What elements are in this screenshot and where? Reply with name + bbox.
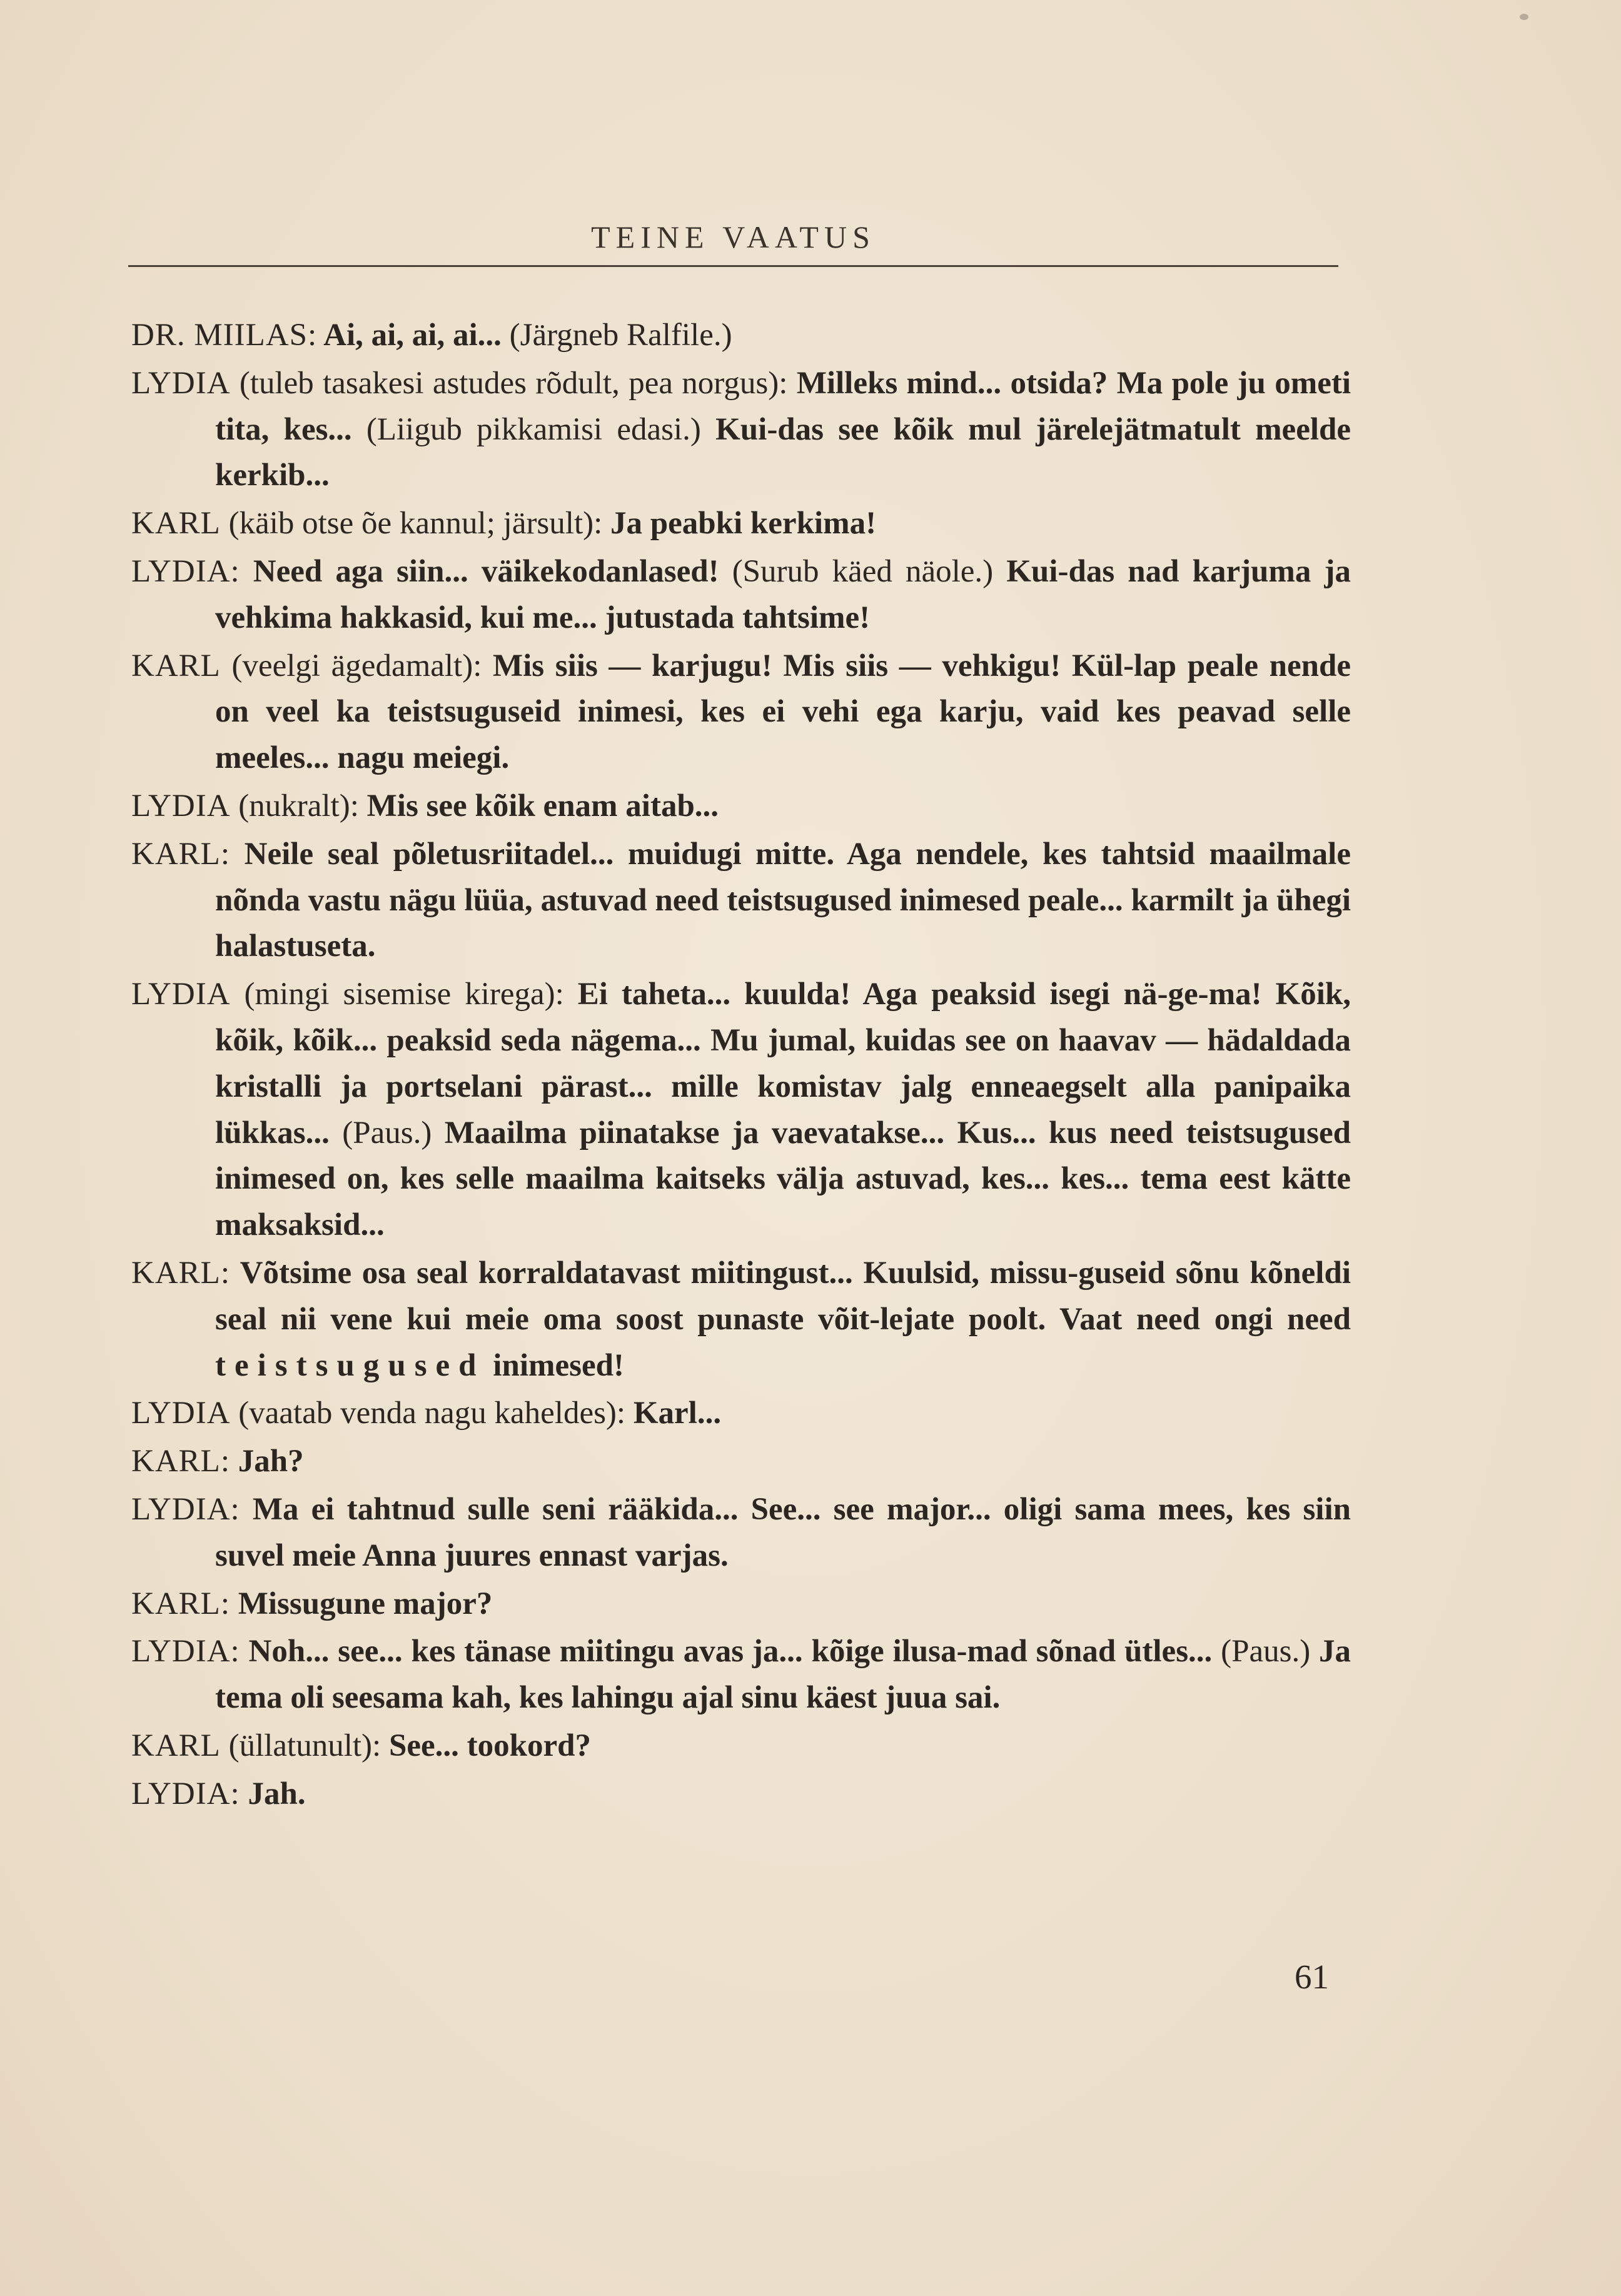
speech — [131, 1439, 1351, 1485]
stage-direction: (vaatab venda nagu kaheldes): — [230, 1396, 626, 1431]
dialogue-line: Jah. — [240, 1776, 306, 1811]
speaker-name: KARL: — [131, 836, 230, 872]
dialogue-line: Ai, ai, ai, ai... — [317, 318, 502, 353]
dialogue-line: Mis siis — karjugu! Mis siis — vehkigu! Kül-lap peale nende on veel ka teistsuguseid inimesi, kes ei vehi ega karju, vaid kes peavad selle meeles... nagu meiegi. — [215, 648, 1351, 776]
dialogue-line: Neile seal põletusriitadel... muidugi mitte. Aga nendele, kes tahtsid maailmale nõnda vastu nägu lüüa, astuvad need teistsugused inimesed peale... karmilt ja ühegi halastuseta. — [215, 836, 1351, 964]
stage-direction: (Paus.) — [329, 1115, 432, 1151]
speaker-name: LYDIA: — [131, 1776, 240, 1811]
stage-direction: (nukralt): — [230, 788, 359, 823]
speaker-name: KARL — [131, 648, 221, 683]
speech — [131, 1251, 1351, 1389]
header-rule — [128, 265, 1338, 267]
speaker-name: KARL — [131, 506, 221, 541]
speaker-name: LYDIA — [131, 977, 231, 1012]
dialogue-line: Need aga siin... väikekodanlased! — [240, 553, 719, 589]
dialogue-line: Maailma piinatakse ja vaevatakse... Kus... kus need teistsugused inimesed on, kes selle maailma kaitseks välja astuvad, kes... kes... tema eest kätte maksaksid... — [215, 1115, 1351, 1243]
dialogue-line: Ei taheta... kuulda! Aga peaksid isegi nä-ge-ma! Kõik, kõik, kõik... peaksid seda nägema... Mu jumal, kuidas see on haavav — hädaldada kristalli ja portselani pärast... mille komistav jalg enneaegselt alla panipaika lükkas... — [215, 977, 1351, 1151]
speaker-name: LYDIA — [131, 1396, 231, 1431]
speaker-name: DR. MIILAS: — [131, 318, 318, 353]
stage-direction: (tuleb tasakesi astudes rõdult, pea norgus): — [230, 365, 788, 401]
speech — [131, 1771, 1351, 1818]
speech — [131, 643, 1351, 782]
stage-direction: (mingi sisemise kirega): — [230, 977, 564, 1012]
speaker-name: LYDIA — [131, 788, 231, 823]
dialogue-line: Ja peabki kerkima! — [602, 506, 877, 541]
stage-direction: (Surub käed näole.) — [719, 553, 994, 589]
speech — [131, 1487, 1351, 1579]
dialogue-line: Ma ei tahtnud sulle seni rääkida... See... see major... oligi sama mees, kes siin suvel meie Anna juures ennast varjas. — [215, 1491, 1351, 1573]
speaker-name: LYDIA: — [131, 1634, 240, 1669]
dialogue-line: Milleks mind... otsida? Ma pole ju ometi tita, kes... — [215, 365, 1351, 447]
speaker-name: KARL — [131, 1728, 221, 1763]
emphasized-word: teistsugused — [215, 1347, 485, 1383]
speech — [131, 361, 1351, 499]
dialogue-line: Võtsime osa seal korraldatavast miitingust... Kuulsid, missu-guseid sõnu kõneldi seal nii vene kui meie oma soost punaste võit-lejate poolt. Vaat need ongi need — [215, 1255, 1351, 1337]
stage-direction: (käib otse õe kannul; järsult): — [220, 506, 603, 541]
speech — [131, 501, 1351, 547]
dialogue-line: inimesed! — [485, 1347, 624, 1383]
stage-direction: (üllatunult): — [220, 1728, 381, 1763]
dialogue-line: Kui-das nad karjuma ja vehkima hakkasid, kui me... jutustada tahtsime! — [215, 553, 1351, 635]
paper-speck — [1520, 14, 1528, 20]
speech — [131, 832, 1351, 970]
speech — [131, 783, 1351, 830]
stage-direction: (veelgi ägedamalt): — [220, 648, 482, 683]
speaker-name: KARL: — [131, 1586, 230, 1621]
dialogue-line: Kui-das see kõik mul järelejätmatult meelde kerkib... — [215, 411, 1351, 493]
dialogue-line: Missugune major? — [230, 1586, 493, 1621]
speaker-name: LYDIA: — [131, 1491, 240, 1527]
speech — [131, 1723, 1351, 1770]
speech — [131, 972, 1351, 1249]
page-number: 61 — [1295, 1958, 1329, 1996]
speech — [131, 313, 1351, 359]
running-header: TEINE VAATUS — [591, 219, 876, 254]
stage-direction: (Järgneb Ralfile.) — [501, 318, 732, 353]
speech — [131, 1391, 1351, 1437]
dialogue-line: Mis see kõik enam aitab... — [358, 788, 719, 823]
dialogue-line: See... tookord? — [381, 1728, 591, 1763]
speaker-name: KARL: — [131, 1444, 230, 1479]
speaker-name: LYDIA — [131, 365, 231, 401]
speech — [131, 1629, 1351, 1721]
speaker-name: LYDIA: — [131, 553, 240, 589]
dialogue-line: Jah? — [230, 1444, 304, 1479]
stage-direction: (Paus.) — [1212, 1634, 1311, 1669]
speech — [131, 549, 1351, 642]
dialogue-line: Noh... see... kes tänase miitingu avas ja... kõige ilusa-mad sõnad ütles... — [240, 1634, 1213, 1669]
play-text — [131, 313, 1351, 1820]
speaker-name: KARL: — [131, 1255, 230, 1291]
dialogue-line: Karl... — [625, 1396, 722, 1431]
dialogue-line: Ja tema oli seesama kah, kes lahingu ajal sinu käest juua sai. — [215, 1634, 1351, 1716]
speech — [131, 1581, 1351, 1628]
stage-direction: (Liigub pikkamisi edasi.) — [351, 411, 701, 447]
